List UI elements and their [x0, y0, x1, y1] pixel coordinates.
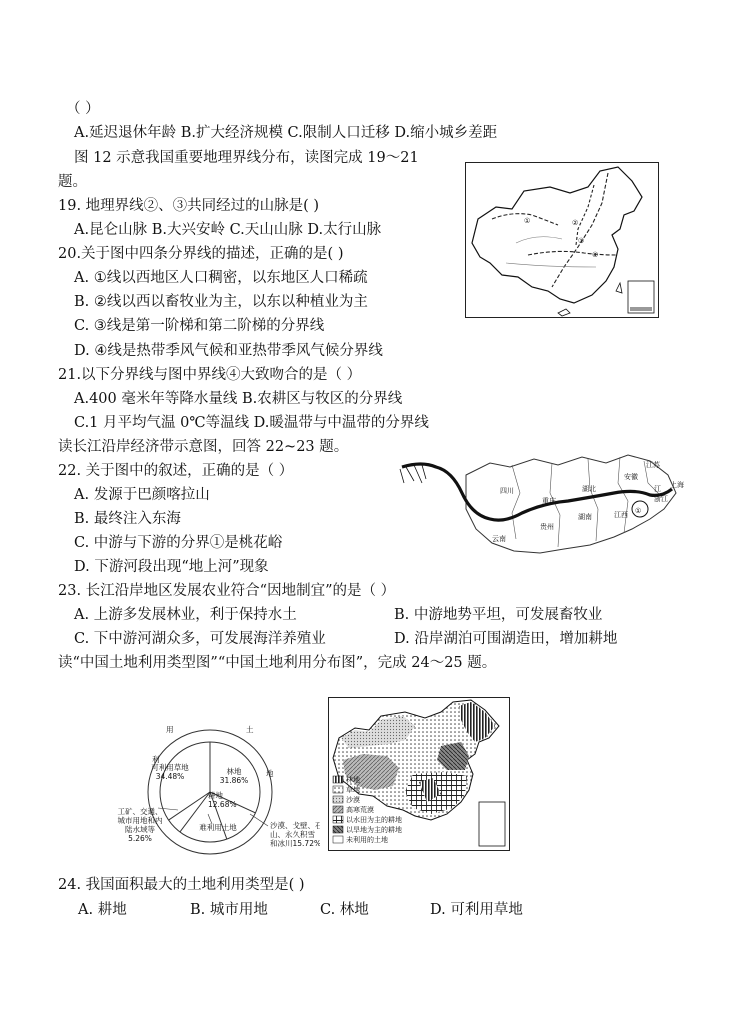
option-22a: A. 发源于巴颜喀拉山 — [74, 487, 210, 503]
legend-label: 林地 — [346, 776, 360, 784]
map-label-shanghai: 上海 — [670, 481, 684, 489]
intro-24-25: 读“中国土地利用类型图”“中国土地利用分布图”，完成 24～25 题。 — [58, 655, 497, 671]
legend-swatch — [333, 826, 343, 833]
option-22c: C. 中游与下游的分界①是桃花峪 — [74, 535, 283, 551]
pie-label-desert: 山、永久积雪 — [270, 830, 315, 839]
pie-label-urban: 5.26% — [128, 834, 152, 843]
yangtze-map — [392, 453, 684, 559]
pie-label-forest: 31.86% — [219, 776, 249, 785]
pie-label-urban: 工矿、交通、 — [117, 807, 163, 816]
land-use-map — [329, 698, 509, 850]
map-label-guizhou: 贵州 — [540, 523, 554, 531]
ring-char-4: 利 — [152, 755, 160, 764]
slice-urban-edge — [169, 792, 210, 820]
map-label-jiangsu: 江苏 — [646, 461, 660, 469]
pie-label-grass: 可利用草地 — [151, 763, 189, 772]
south-sea-inset-2 — [479, 802, 505, 846]
legend-swatch — [333, 776, 343, 783]
option-24b: B. 城市用地 — [190, 902, 268, 918]
option-24c: C. 林地 — [320, 902, 369, 918]
option-22b: B. 最终注入东海 — [74, 511, 181, 527]
china-boundary-map — [466, 163, 658, 317]
pie-label-desert: 沙漠、戈壁、石 — [270, 821, 320, 830]
legend-swatch — [333, 836, 343, 843]
option-23c: C. 下中游河湖众多，可发展海洋养殖业 — [74, 631, 326, 647]
options-21cd: C.1 月平均气温 0℃等温线 D.暖温带与中温带的分界线 — [74, 415, 429, 431]
ring-char-3: 地 — [266, 769, 274, 778]
map-label-1: ① — [524, 217, 531, 225]
intro-22-23: 读长江沿岸经济带示意图，回答 22~23 题。 — [58, 439, 349, 455]
question-22: 22. 关于图中的叙述，正确的是（ ） — [58, 463, 294, 479]
options-q18: A.延迟退休年龄 B.扩大经济规模 C.限制人口迁移 D.缩小城乡差距 — [74, 125, 498, 141]
boundary-line-4 — [528, 251, 616, 255]
question-20: 20.关于图中四条分界线的描述，正确的是( ) — [58, 246, 344, 262]
map-label-anhui: 安徽 — [624, 473, 638, 481]
answer-blank: （ ） — [66, 101, 100, 117]
pie-label-farm: 12.68% — [208, 800, 237, 809]
pie-label-farm: 耕地 — [208, 791, 223, 800]
option-20b: B. ②线以西以畜牧业为主，以东以种植业为主 — [74, 294, 368, 310]
legend-label: 以水田为主的耕地 — [346, 816, 402, 824]
legend-swatch — [333, 816, 343, 823]
question-21: 21.以下分界线与图中界线④大致吻合的是（ ） — [58, 367, 362, 383]
pie-label-hard: 难利用土地 — [199, 823, 237, 832]
legend-swatch — [333, 786, 343, 793]
map-label-jiang: 江 — [654, 485, 661, 493]
option-20a: A. ①线以西地区人口稠密，以东地区人口稀疏 — [74, 270, 368, 286]
pie-label-urban: 陆水域等 — [125, 825, 155, 834]
map-label-chongqing: 重庆 — [542, 497, 556, 505]
yangtze-map-figure — [392, 453, 684, 559]
map-label-zhejiang: 浙江 — [654, 495, 668, 503]
intro-19-21-cont: 题。 — [58, 174, 87, 190]
intro-19-21: 图 12 示意我国重要地理界线分布，读图完成 19～21 — [74, 150, 419, 166]
option-23a: A. 上游多发展林业，利于保持水土 — [74, 607, 297, 623]
land-use-pie-chart — [100, 718, 320, 858]
option-23b: B. 中游地势平坦，可发展畜牧业 — [394, 607, 603, 623]
legend-label: 未利用的土地 — [346, 836, 388, 844]
pie-label-urban: 城市用地和内 — [117, 816, 163, 825]
pie-labels — [118, 762, 321, 848]
ring-char-1: 用 — [166, 725, 174, 734]
pie-label-desert: 和冰川15.72% — [270, 839, 320, 848]
land-use-map-figure — [328, 697, 510, 851]
legend-swatch — [333, 806, 343, 813]
option-20c: C. ③线是第一阶梯和第二阶梯的分界线 — [74, 318, 325, 334]
river-yangtze — [506, 263, 596, 267]
question-19: 19. 地理界线②、③共同经过的山脉是( ) — [58, 198, 320, 214]
map-label-jiangxi: 江西 — [614, 511, 628, 519]
south-sea-inset-caption — [630, 307, 652, 311]
land-use-pie-figure — [100, 718, 320, 858]
question-23: 23. 长江沿岸地区发展农业符合“因地制宜”的是（ ） — [58, 583, 396, 599]
question-24: 24. 我国面积最大的土地利用类型是( ) — [58, 877, 305, 893]
pie-label-grass: 34.48% — [155, 772, 185, 781]
legend-label: 草地 — [346, 786, 360, 794]
map-label-4: ④ — [592, 251, 599, 259]
option-24d: D. 可利用草地 — [430, 902, 523, 918]
map-label-hubei: 湖北 — [582, 485, 596, 493]
legend-label: 高寒荒漠 — [346, 806, 374, 814]
ring-char-2: 土 — [246, 725, 254, 734]
map-label-2: ② — [572, 219, 579, 227]
boundary-map-figure — [465, 162, 659, 318]
option-24a: A. 耕地 — [78, 902, 127, 918]
pie-label-forest: 林地 — [226, 767, 242, 776]
options-21ab: A.400 毫米年等降水量线 B.农耕区与牧区的分界线 — [74, 391, 403, 407]
taiwan-island — [616, 283, 622, 293]
map-label-sichuan: 四川 — [500, 487, 514, 495]
china-outline — [472, 167, 642, 303]
map-label-hunan: 湖南 — [578, 513, 592, 521]
legend-label: 沙漠 — [346, 796, 360, 804]
option-20d: D. ④线是热带季风气候和亚热带季风气候分界线 — [74, 343, 383, 359]
options-q19: A.昆仑山脉 B.大兴安岭 C.天山山脉 D.太行山脉 — [74, 222, 382, 238]
option-23d: D. 沿岸湖泊可围湖造田，增加耕地 — [394, 631, 618, 647]
legend-label: 以旱地为主的耕地 — [346, 826, 402, 834]
map-label-yunnan: 云南 — [492, 535, 506, 543]
hainan-island — [558, 309, 570, 316]
river-yellow — [516, 237, 562, 243]
option-22d: D. 下游河段出现“地上河”现象 — [74, 559, 269, 575]
legend-swatch — [333, 796, 343, 803]
map-label-3: ③ — [578, 237, 585, 245]
division-marker-label: ① — [635, 507, 642, 515]
